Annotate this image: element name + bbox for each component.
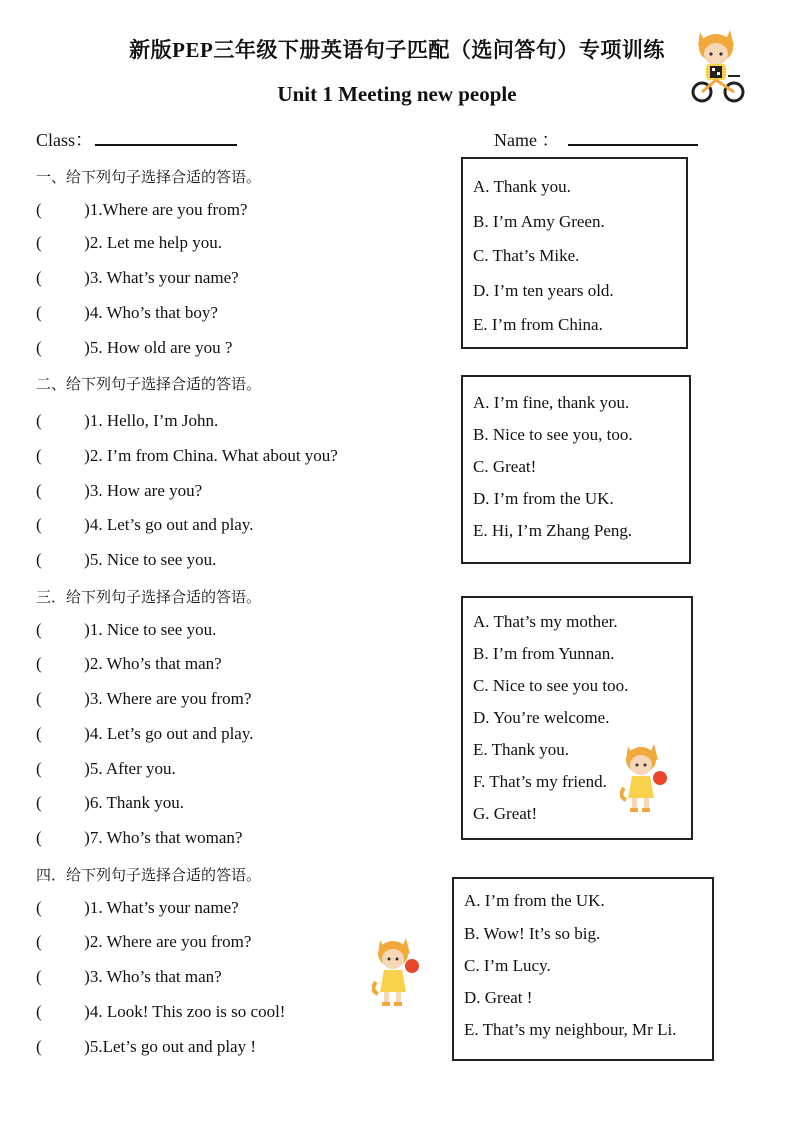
- question-4-1: ( )1. What’s your name?: [36, 898, 239, 917]
- class-label: Class：: [36, 130, 94, 150]
- question-2-3: ( )3. How are you?: [36, 481, 203, 500]
- option-1-b: B. I’m Amy Green.: [473, 212, 605, 231]
- name-input-line[interactable]: [568, 143, 698, 146]
- question-4-5: ( )5.Let’s go out and play !: [36, 1037, 257, 1056]
- option-2-d: D. I’m from the UK.: [473, 489, 614, 508]
- option-4-a: A. I’m from the UK.: [464, 891, 605, 910]
- question-3-6: ( )6. Thank you.: [36, 793, 184, 812]
- page-subtitle: Unit 1 Meeting new people: [277, 82, 517, 106]
- option-4-b: B. Wow! It’s so big.: [464, 924, 601, 943]
- section-1-options-box: [461, 157, 688, 349]
- option-2-e: E. Hi, I’m Zhang Peng.: [473, 521, 633, 540]
- option-1-e: E. I’m from China.: [473, 315, 603, 334]
- question-4-4: ( )4. Look! This zoo is so cool!: [36, 1002, 286, 1021]
- section-2-options-box: [461, 375, 691, 564]
- option-1-d: D. I’m ten years old.: [473, 281, 614, 300]
- question-1-1: ( )1.Where are you from?: [36, 200, 248, 219]
- option-3-a: A. That’s my mother.: [473, 612, 618, 631]
- option-2-b: B. Nice to see you, too.: [473, 425, 633, 444]
- question-1-3: ( )3. What’s your name?: [36, 268, 239, 287]
- option-2-c: C. Great!: [473, 457, 537, 476]
- option-4-d: D. Great !: [464, 988, 533, 1007]
- option-4-e: E. That’s my neighbour, Mr Li.: [464, 1020, 677, 1039]
- question-1-4: ( )4. Who’s that boy?: [36, 303, 218, 322]
- option-3-d: D. You’re welcome.: [473, 708, 610, 727]
- question-3-3: ( )3. Where are you from?: [36, 689, 252, 708]
- option-4-c: C. I’m Lucy.: [464, 956, 551, 975]
- section-2-heading: 二、给下列句子选择合适的答语。: [36, 377, 262, 393]
- question-3-1: ( )1. Nice to see you.: [36, 620, 217, 639]
- option-1-a: A. Thank you.: [473, 177, 571, 196]
- class-input-line[interactable]: [95, 143, 237, 146]
- section-4-heading: 四．给下列句子选择合适的答语。: [36, 868, 262, 884]
- question-1-5: ( )5. How old are you ?: [36, 338, 233, 357]
- question-3-2: ( )2. Who’s that man?: [36, 654, 222, 673]
- question-1-2: ( )2. Let me help you.: [36, 233, 223, 252]
- option-3-g: G. Great!: [473, 804, 538, 823]
- question-2-5: ( )5. Nice to see you.: [36, 550, 217, 569]
- fox-kid-ball-illustration: [620, 740, 668, 814]
- option-1-c: C. That’s Mike.: [473, 246, 580, 265]
- question-3-7: ( )7. Who’s that woman?: [36, 828, 243, 847]
- option-3-c: C. Nice to see you too.: [473, 676, 629, 695]
- question-4-3: ( )3. Who’s that man?: [36, 967, 222, 986]
- section-1-heading: 一、给下列句子选择合适的答语。: [36, 170, 262, 186]
- option-2-a: A. I’m fine, thank you.: [473, 393, 630, 412]
- question-3-5: ( )5. After you.: [36, 759, 176, 778]
- name-label: Name ：: [494, 130, 560, 150]
- option-3-b: B. I’m from Yunnan.: [473, 644, 615, 663]
- section-3-heading: 三．给下列句子选择合适的答语。: [36, 590, 262, 606]
- question-2-2: ( )2. I’m from China. What about you?: [36, 446, 338, 465]
- fox-kid-ball-illustration-2: [372, 934, 420, 1008]
- option-3-e: E. Thank you.: [473, 740, 570, 759]
- fox-kid-bike-illustration: [688, 24, 748, 106]
- option-3-f: F. That’s my friend.: [473, 772, 607, 791]
- question-2-4: ( )4. Let’s go out and play.: [36, 515, 254, 534]
- question-4-2: ( )2. Where are you from?: [36, 932, 252, 951]
- section-4-options-box: [452, 877, 714, 1061]
- question-2-1: ( )1. Hello, I’m John.: [36, 411, 219, 430]
- page-title: 新版PEP三年级下册英语句子匹配（选问答句）专项训练: [129, 38, 665, 62]
- question-3-4: ( )4. Let’s go out and play.: [36, 724, 254, 743]
